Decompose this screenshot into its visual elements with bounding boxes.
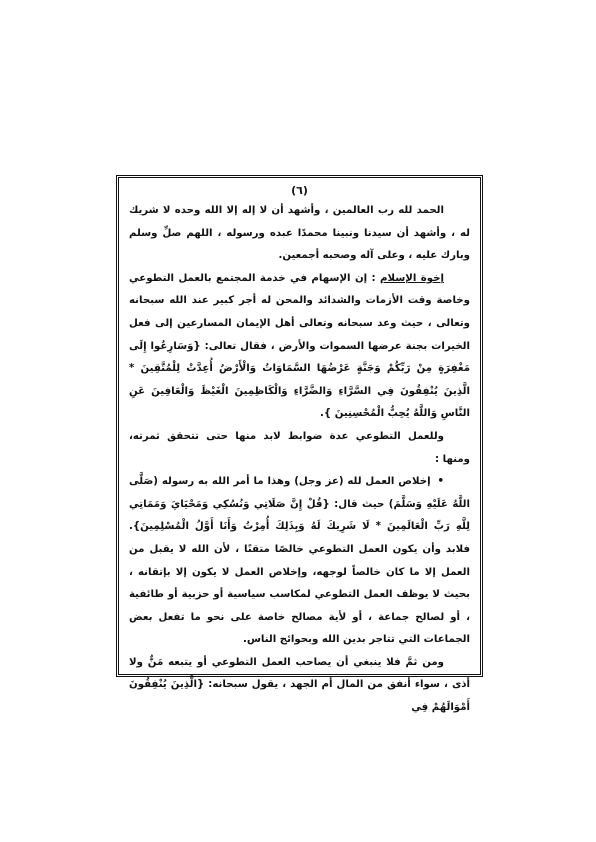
paragraph-text: ومن ثمَّ فلا ينبغي أن يصاحب العمل التطوعي أو يتبعه مَنٌّ ولا أذى ، سواء أنفق من المال أم الجهد ، يقول سبحانه: {الَّذِينَ يُنْفِقُونَ أَمْوَالَهُمْ فِي [129,656,470,714]
intro-paragraph [129,268,470,426]
bullet-paragraph [129,471,470,652]
address-term: إخوة الإسلام [380,272,444,284]
paragraph-text: الحمد لله رب العالمين ، وأشهد أن لا إله إلا الله وحده لا شريك له ، وأشهد أن سيدنا ونبينا محمدًا عبده ورسوله ، اللهم صلِّ وسلم وبارك عليه ، وعلى آله وصحبه أجمعين. [129,205,470,262]
paragraph-text: وللعمل التطوعي عدة ضوابط لابد منها حتى تتحقق ثمرته، ومنها : [129,430,470,465]
bullet-icon: • [437,476,445,488]
page-frame [116,175,483,714]
paragraph-text: : إن الإسهام في خدمة المجتمع بالعمل التطوعي وخاصة وقت الأزمات والشدائد والمحن له أجر كبير عند الله سبحانه وتعالى ، حيث وعد سبحانه وتعالى أهل الإيمان المسارعين إلى فعل الخيرات بجنة عرضها السموات والأرض ، فقال تعالى: {وَسَارِعُوا إِلَى مَغْفِرَةٍ مِنْ رَبِّكُمْ وَجَنَّةٍ عَرْضُهَا السَّمَاوَاتُ وَالْأَرْضُ أُعِدَّتْ لِلْمُتَّقِينَ * الَّذِينَ يُنْفِقُونَ فِي السَّرَّاءِ وَالضَّرَّاءِ وَالْكَاظِمِينَ الْغَيْظَ وَالْعَافِينَ عَنِ النَّاسِ وَاللَّهُ يُحِبُّ الْمُحْسِنِينَ }. [129,272,470,420]
closing-paragraph [129,652,470,720]
page-number: (٦) [291,184,308,197]
opening-paragraph [129,200,470,268]
controls-intro-paragraph [129,426,470,471]
paragraph-text: إخلاص العمل لله (عز وجل) وهذا ما أمر الله به رسوله (صَلَّى اللَّهُ عَلَيْهِ وَسَلَّمَ) حيث قال: {قُلْ إِنَّ صَلَاتِي وَنُسُكِي وَمَحْيَايَ وَمَمَاتِي لِلَّهِ رَبِّ الْعَالَمِينَ * لَا شَرِيكَ لَهُ وَبِذَلِكَ أُمِرْتُ وَأَنَا أَوَّلُ الْمُسْلِمِينَ}. فلابد وأن يكون العمل التطوعي خالصًا متقنًا ، لأن الله لا يقبل من العمل إلا ما كان خالصاً لوجهه، وإخلاص العمل لا يكون إلا بإتقانه ، بحيث لا يوظف العمل التطوعي لمكاسب سياسية أو حزبية أو طائفية ، أو لصالح جماعة ، أو لأية مصالح خاصة على نحو ما تفعل بعض الجماعات التي تتاجر بدين الله وبحوائج الناس. [129,476,470,646]
